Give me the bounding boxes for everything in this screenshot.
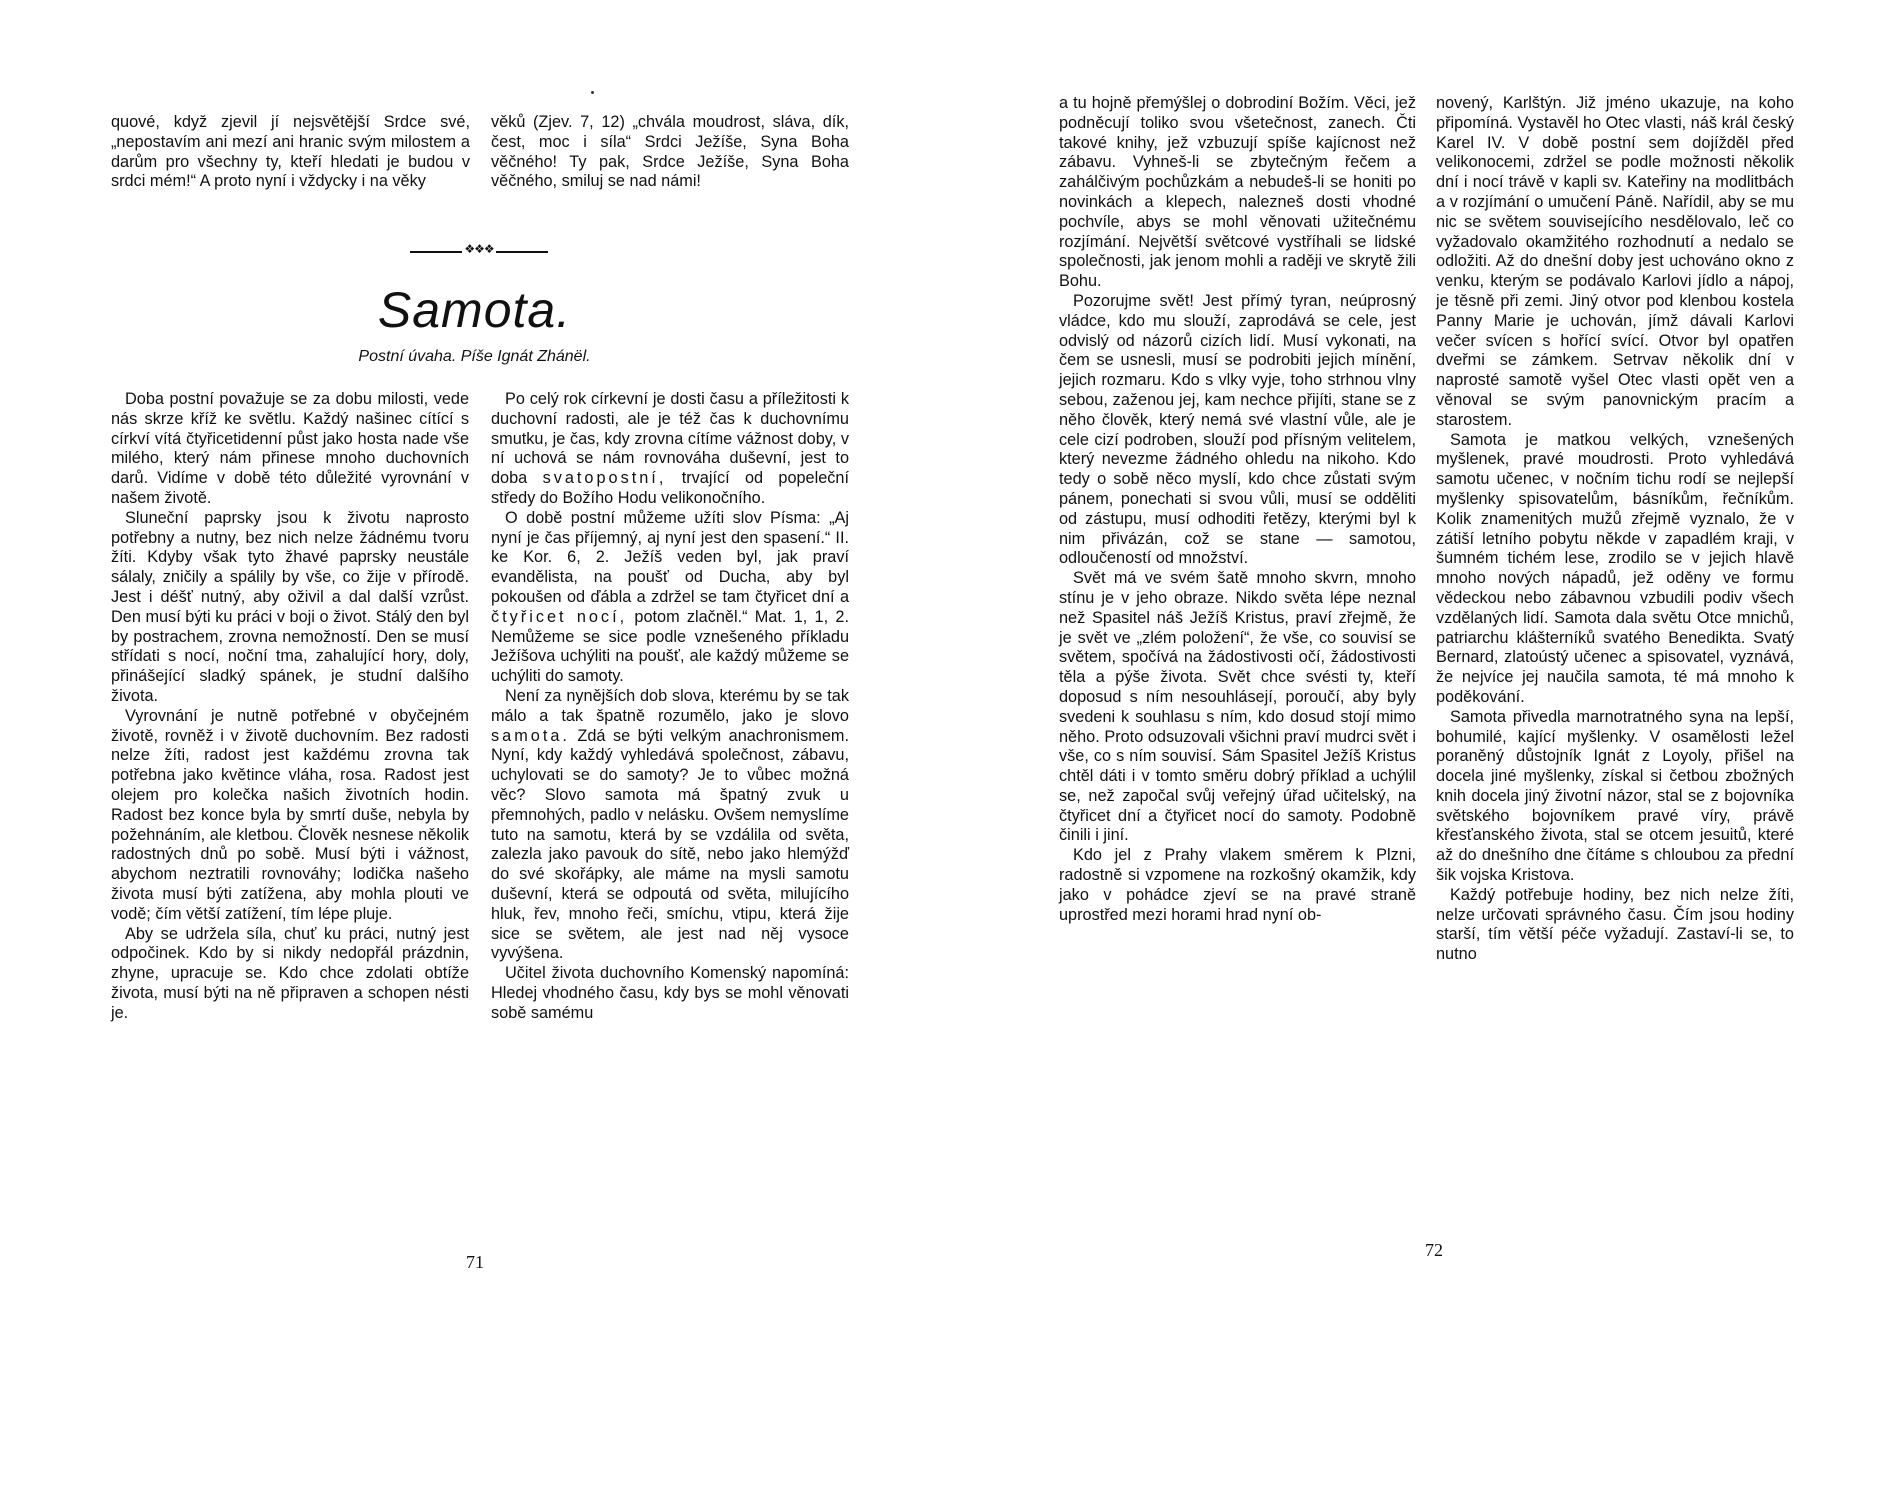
article-column-2 [491, 390, 849, 1024]
article-column-3 [1059, 94, 1416, 925]
article-title: Samota. [377, 282, 572, 338]
paragraph: Samota přivedla marnotratného syna na lepší, bohumilé, kající myšlenky. V osamělosti ležel poraněný důstojník Ignát z Loyoly, přišel na docela jiné myšlenky, získal si četbou zbožných knih docela jiný životní názor, stal se z bojovníka světského bojovníkem pravé víry, právě křesťanského života, stal se otcem jesuitů, které až do dnešního dne čítáme s chloubou za přední šik vojska Kristova. [1436, 707, 1794, 885]
page-number: 71 [466, 1252, 484, 1272]
emphasis: svatopostní, [542, 469, 667, 488]
continued-text-column-1 [111, 113, 470, 192]
paragraph: Učitel života duchovního Komenský napomíná: Hledej vhodného času, kdy bys se mohl věnovati sobě samému [491, 964, 849, 1022]
paragraph: O době postní můžeme užíti slov Písma: „Aj nyní je čas příjemný, aj nyní jest den spasení.“ II. ke Kor. 6, 2. Ježíš veden byl, jak praví evandělista, na poušť od Ducha, aby byl pokoušen od ďábla a zdržel se tam čtyřicet dní a čtyřicet nocí, potom zlačněl.“ Mat. 1, 1, 2. Nemůžeme se sice podle vznešeného příkladu Ježíšova uchýliti na poušť, ale každý můžeme se uchýliti do samoty. [491, 508, 849, 686]
ornament: ❖❖❖ [464, 242, 494, 256]
paragraph: Není za nynějších dob slova, kterému by se tak málo a tak špatně rozumělo, jako je slovo samota. Zdá se býti velkým anachronismem. Nyní, kdy každý vyhledává společnost, zábavu, uchylovati se do samoty? Je to vůbec možná věc? Slovo samota má špatný zvuk u přemnohých, padlo v nelásku. Ovšem nemyslíme tuto na samotu, která by se vzdálila od světa, zalezla jako pavouk do sítě, nebo jako hlemýžď do své skořápky, ale máme na mysli samotu duševní, která se odpoutá od světa, milujícího hluk, řev, mnoho řeči, smíchu, vtipu, která žije sice se světem, ale jest nad něj vysoce vyvýšena. [491, 686, 849, 963]
right-page [949, 0, 1898, 1500]
paragraph: Po celý rok církevní je dosti času a příležitosti k duchovní radosti, ale je též čas k duchovnímu smutku, je čas, kdy zrovna cítíme vážnost doby, v ní uchová se nám rovnováha duševní, jest to doba svatopostní, trvající od popeleční středy do Božího Hodu velikonočního. [491, 390, 849, 507]
article-subtitle: Postní úvaha. Píše Ignát Zhánël. [358, 348, 591, 365]
continued-text-column-2 [491, 113, 849, 192]
page-number: 72 [1425, 1240, 1443, 1260]
emphasis: samota. [491, 726, 570, 745]
paragraph: Sluneční paprsky jsou k životu naprosto potřebny a nutny, bez nich nelze žádnému tvoru žíti. Kdyby však tyto žhavé paprsky neustále sálaly, zničily a spálily by vše, co žije v přírodě. Jest i déšť nutný, aby oživil a dal další vzrůst. Den musí býti ku práci v boji o život. Stálý den byl by postrachem, zrovna nemožností. Den se musí střídati s nocí, noční tma, zahalující hory, doly, přinášející sladký spánek, je studní dalšího života. [111, 508, 469, 705]
paragraph: věků (Zjev. 7, 12) „chvála moudrost, sláva, dík, čest, moc i síla“ Srdci Ježíše, Syna Boha věčného! Ty pak, Srdce Ježíše, Syna Boha věčného, smiluj se nad námi! [491, 113, 849, 191]
paragraph: quové, když zjevil jí nejsvětější Srdce své, „nepostavím ani mezí ani hranic svým milostem a darům pro všechny ty, kteří hledati je budou v srdci mém!“ A proto nyní i vždycky i na věky [111, 113, 470, 191]
paragraph: novený, Karlštýn. Již jméno ukazuje, na koho připomíná. Vystavěl ho Otec vlasti, náš král český Karel IV. V době postní sem dojížděl před velikonocemi, zdržel se podle možnosti několik dní i nocí trávě v kapli sv. Kateřiny na modlitbách a v rozjímání o umučení Páně. Nařídil, aby se mu nic se světem souvisejícího nesdělovalo, leč co vyžadovalo okamžitého rozhodnutí a nedalo se odložiti. Až do dnešní doby jest uchováno okno z venku, kterým se podávalo Karlovi jídlo a nápoj, je těsně při zemi. Jiný otvor pod klenbou kostela Panny Marie je uchován, jímž dávali Karlovi večer svícen s hořící svící. Otvor byl opatřen dveřmi se zámkem. Setrvav několik dní v naprosté samotě vyšel Otec vlasti opět ven a věnoval se svým panovnickým pracím a starostem. [1436, 94, 1794, 429]
paragraph: Aby se udržela síla, chuť ku práci, nutný jest odpočinek. Kdo by si nikdy nedopřál prázdnin, zhyne, upracuje se. Kdo chce zdolati obtíže života, musí býti na ně připraven a schopen nésti je. [111, 924, 469, 1022]
paragraph: Samota je matkou velkých, vznešených myšlenek, pravé moudrosti. Proto vyhledává samotu učenec, v nočním tichu rodí se nejlepší myšlenky spisovatelům, básníkům, řečníkům. Kolik znamenitých mužů zřejmě vyznalo, že v zátiší letního pobytu někde v zapadlém kraji, v šumném tichém lese, zrodilo se v jejich hlavě mnoho nových nápadů, jež oděny ve formu vědeckou nebo zábavnou vzbudili podiv všech vzdělaných lidí. Samota dala světu Otce mnichů, patriarchu klášterníků svatého Benedikta. Svatý Bernard, zlatoústý učenec a spisovatel, vyznává, že nejvíce jej naučila samota, té má mnoho k poděkování. [1436, 430, 1794, 706]
article-column-1 [111, 390, 469, 1024]
emphasis: čtyřicet nocí, [491, 607, 628, 626]
article-column-4 [1436, 94, 1794, 965]
paragraph: Svět má ve svém šatě mnoho skvrn, mnoho stínu je v jeho obraze. Nikdo světa lépe neznal než Spasitel náš Ježíš Kristus, praví zřejmě, že je svět ve „zlém položení“, že vše, co souvisí se světem, spočívá na žádostivosti očí, žádostivosti těla a pýše života. Svět chce svésti ty, kteří doposud s ním nesouhlásejí, poroučí, aby byly svedeni k souhlasu s ním, kdo dosud stojí mimo něho. Proto odsuzovali všichni praví mudrci svět i vše, co s ním souvisí. Sám Spasitel Ježíš Kristus chtěl dáti i v tomto směru dobrý příklad a uchýlil se, než započal svůj veřejný úřad učitelský, na čtyřicet dní a čtyřicet nocí do samoty. Podobně činili i jiní. [1059, 569, 1416, 845]
paragraph: Pozorujme svět! Jest přímý tyran, neúprosný vládce, kdo mu slouží, zaprodává se cele, jest odvislý od názorů cizích lidí. Musí vykonati, na čem se usnesli, musí se podrobiti jejich mínění, jejich rozmaru. Kdo s vlky vyje, toho strhnou vlny sebou, zaženou jej, kam nechce přijíti, stane se z něho člověk, který nemá své vlastní vůle, ale je cele cizí podroben, slouží pod přísným velitelem, který nevezme žádného ohledu na nikoho. Kdo tedy o sobě něco myslí, kdo chce zůstati svým pánem, ponechati si svou vůli, musí se odděliti od zástupu, musí odhoditi řetězy, kterými byl k nim přivázán, což se stane — samotou, odloučeností od množství. [1059, 291, 1416, 568]
paragraph: Vyrovnání je nutně potřebné v obyčejném životě, rovněž i v životě duchovním. Bez radosti nelze žíti, radost jest každému zrovna tak potřebna jako květince vláha, rosa. Radost jest olejem pro kolečka našich životních hodin. Radost bez konce byla by smrtí duše, nebyla by požehnáním, ale kletbou. Člověk nesnese několik radostných dnů po sobě. Musí býti i vážnost, abychom neztratili rovnováhy; lodička našeho života musí býti zatížena, aby mohla plouti ve vodě; čím větší zatížení, tím lépe pluje. [111, 706, 469, 923]
print-speck [591, 91, 594, 94]
paragraph: Doba postní považuje se za dobu milosti, vede nás skrze kříž ke světlu. Každý našinec cítící s církví vítá čtyřicetidenní půst jako hosta nade vše milého, který nám přinese mnoho duchovních darů. Vidíme v době této důležité vyrovnání v našem životě. [111, 390, 469, 507]
section-divider [410, 242, 548, 259]
paragraph: a tu hojně přemýšlej o dobrodiní Božím. Věci, jež podněcují toliko svou všetečnost, zanech. Čti takové knihy, jež vzbuzují spíše kajícnost než zábavu. Vyhneš-li se zbytečným řečem a zahálčivým pochůzkám a nebudeš-li se honiti po novinkách a klepech, nalezneš dosti vhodné pochvíle, abys se mohl věnovati užitečnému rozjímání. Největší světcové vystříhali se lidské společnosti, jak jenom mohli a raději ve skrytě žili Bohu. [1059, 94, 1416, 291]
paragraph: Kdo jel z Prahy vlakem směrem k Plzni, radostně si vzpomene na rozkošný okamžik, kdy jako v pohádce zjeví se na pravé straně uprostřed mezi horami hrad nyní ob- [1059, 846, 1416, 924]
paragraph: Každý potřebuje hodiny, bez nich nelze žíti, nelze určovati správného času. Čím jsou hodiny starší, tím větší péče vyžadují. Zastaví-li se, to nutno [1436, 885, 1794, 964]
